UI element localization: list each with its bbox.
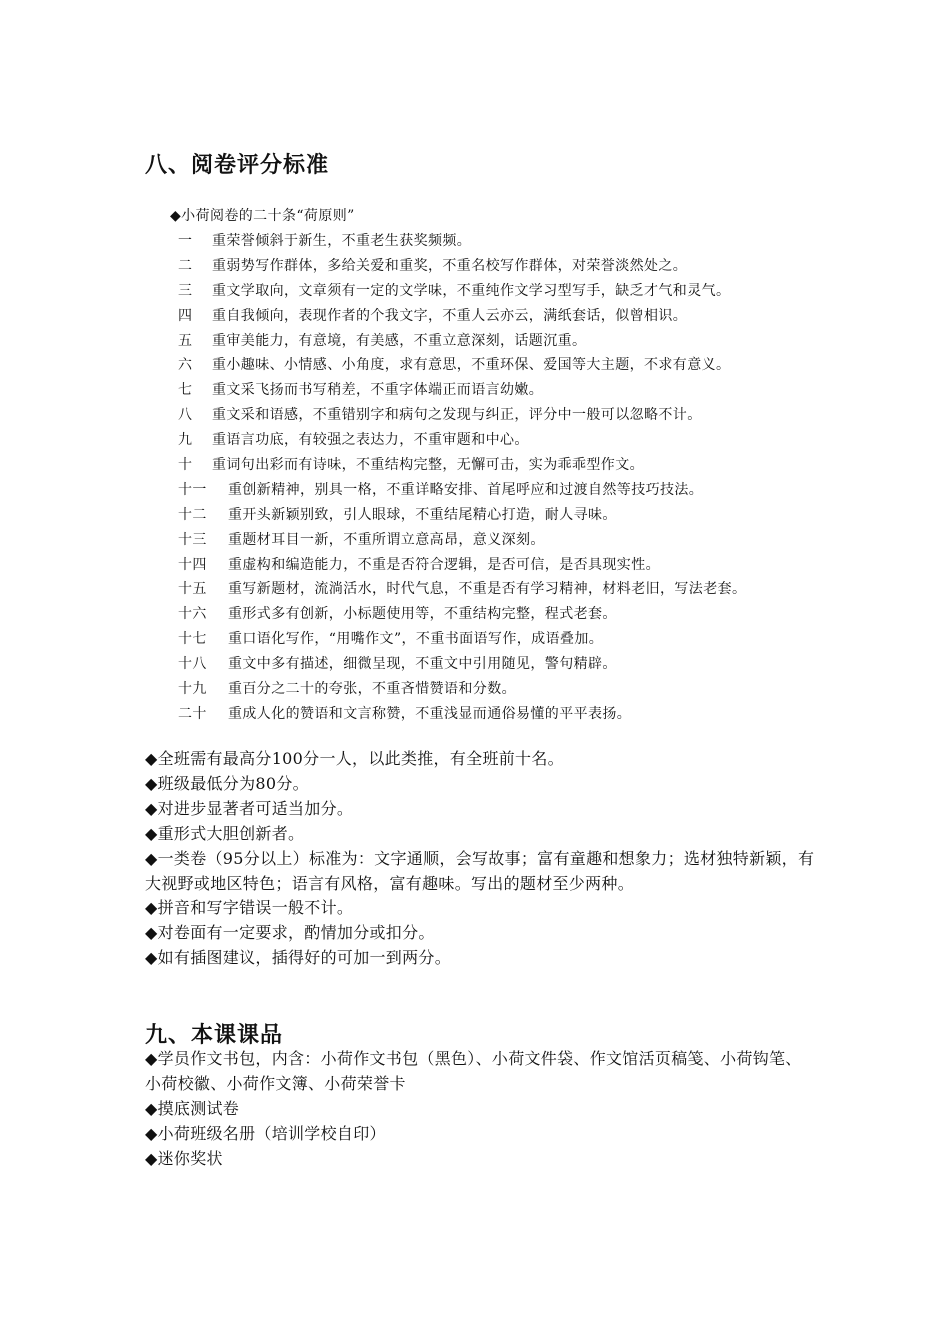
grading-principles xyxy=(170,204,830,727)
principle-text: 重文采和语感，不重错别字和病句之发现与纠正，评分中一般可以忽略不计。 xyxy=(212,407,702,424)
principle-text: 重小趣味、小情感、小角度，求有意思，不重环保、爱国等大主题，不求有意义。 xyxy=(212,357,731,374)
principle-number: 十七 xyxy=(178,631,207,648)
standard-item: ◆对进步显著者可适当加分。 xyxy=(145,798,354,818)
standard-item: ◆班级最低分为80分。 xyxy=(145,773,309,793)
principle-text: 重弱势写作群体，多给关爱和重奖，不重名校写作群体，对荣誉淡然处之。 xyxy=(212,257,688,274)
principle-number: 六 xyxy=(178,357,193,374)
standard-item: ◆全班需有最高分100分一人，以此类推，有全班前十名。 xyxy=(145,749,564,768)
principle-item xyxy=(170,702,830,727)
principle-item xyxy=(170,428,830,453)
standard-item: ◆重形式大胆创新者。 xyxy=(145,823,305,843)
principle-item xyxy=(170,602,830,627)
principle-text: 重虚构和编造能力，不重是否符合逻辑，是否可信，是否具现实性。 xyxy=(228,556,660,573)
principle-number: 九 xyxy=(178,432,193,449)
principle-item xyxy=(170,503,830,528)
principle-item xyxy=(170,378,830,403)
principle-number: 五 xyxy=(178,332,193,349)
principle-item xyxy=(170,528,830,553)
principle-number: 十一 xyxy=(178,481,207,498)
section-9-heading: 九、本课课品 xyxy=(145,1023,284,1048)
principle-text: 重形式多有创新，小标题使用等，不重结构完整，程式老套。 xyxy=(228,606,617,623)
principle-item xyxy=(170,652,830,677)
principle-text: 重创新精神，别具一格，不重详略安排、首尾呼应和过渡自然等技巧技法。 xyxy=(228,481,704,498)
principle-number: 七 xyxy=(178,382,193,399)
course-materials xyxy=(145,1046,815,1171)
principle-text: 重审美能力，有意境，有美感，不重立意深刻，话题沉重。 xyxy=(212,332,587,349)
principle-number: 二十 xyxy=(178,705,207,722)
principle-number: 十三 xyxy=(178,531,207,548)
principle-number: 十五 xyxy=(178,581,207,598)
principle-number: 十四 xyxy=(178,556,207,573)
material-item: ◆小荷班级名册（培训学校自印） xyxy=(145,1124,386,1143)
principle-text: 重成人化的赞语和文言称赞，不重浅显而通俗易懂的平平表扬。 xyxy=(228,705,632,722)
principle-text: 重题材耳目一新，不重所谓立意高昂，意义深刻。 xyxy=(228,531,545,548)
principle-number: 三 xyxy=(178,282,193,299)
principle-item xyxy=(170,577,830,602)
principle-item xyxy=(170,279,830,304)
standard-item: ◆一类卷（95分以上）标准为：文字通顺，会写故事；富有童趣和想象力；选材独特新颖，有大视野或地区特色；语言有风格，富有趣味。写出的题材至少两种。 xyxy=(145,848,815,893)
standard-item: ◆如有插图建议，插得好的可加一到两分。 xyxy=(145,948,452,968)
principle-text: 重百分之二十的夸张，不重吝惜赞语和分数。 xyxy=(228,681,516,698)
principle-item xyxy=(170,453,830,478)
principle-number: 十 xyxy=(178,457,193,474)
principle-number: 八 xyxy=(178,407,193,424)
principle-text: 重开头新颖别致，引人眼球，不重结尾精心打造，耐人寻味。 xyxy=(228,506,617,523)
principle-text: 重荣誉倾斜于新生，不重老生获奖频频。 xyxy=(212,233,472,249)
section-8-heading: 八、阅卷评分标准 xyxy=(145,153,330,178)
standard-item: ◆对卷面有一定要求，酌情加分或扣分。 xyxy=(145,923,435,943)
principle-text: 重自我倾向，表现作者的个我文字，不重人云亦云，满纸套话，似曾相识。 xyxy=(212,307,688,324)
principles-list xyxy=(170,229,830,727)
principle-item xyxy=(170,553,830,578)
principle-text: 重文学取向，文章须有一定的文学味，不重纯作文学习型写手，缺乏才气和灵气。 xyxy=(212,282,731,299)
material-item: ◆迷你奖状 xyxy=(145,1149,223,1168)
principle-text: 重语言功底，有较强之表达力，不重审题和中心。 xyxy=(212,432,529,449)
principle-item xyxy=(170,254,830,279)
principle-item xyxy=(170,478,830,503)
principle-item xyxy=(170,403,830,428)
principle-item xyxy=(170,353,830,378)
principle-item xyxy=(170,229,830,254)
principle-text: 重口语化写作，“用嘴作文”，不重书面语写作，成语叠加。 xyxy=(228,631,604,648)
standard-item: ◆拼音和写字错误一般不计。 xyxy=(145,898,354,918)
principle-number: 十八 xyxy=(178,656,207,673)
principle-number: 一 xyxy=(178,233,193,249)
principle-number: 十六 xyxy=(178,606,207,623)
principle-item xyxy=(170,329,830,354)
principle-text: 重文中多有描述，细微呈现，不重文中引用随见，警句精辟。 xyxy=(228,656,617,673)
principle-text: 重写新题材，流淌活水，时代气息，不重是否有学习精神，材料老旧，写法老套。 xyxy=(228,581,747,598)
principle-number: 十二 xyxy=(178,506,207,523)
principle-number: 十九 xyxy=(178,681,207,698)
principle-item xyxy=(170,627,830,652)
principles-title: ◆小荷阅卷的二十条“荷原则” xyxy=(170,208,355,224)
principle-number: 二 xyxy=(178,257,193,274)
principle-text: 重文采飞扬而书写稍差，不重字体端正而语言幼嫩。 xyxy=(212,382,544,399)
material-item: ◆学员作文书包，内含：小荷作文书包（黑色）、小荷文件袋、作文馆活页稿笺、小荷钩笔、小荷校徽、小荷作文簿、小荷荣誉卡 xyxy=(145,1049,802,1093)
principle-item xyxy=(170,677,830,702)
principle-number: 四 xyxy=(178,307,193,324)
principle-text: 重词句出彩而有诗味，不重结构完整，无懈可击，实为乖乖型作文。 xyxy=(212,457,644,474)
principle-item xyxy=(170,304,830,329)
grading-standards xyxy=(145,747,815,971)
material-item: ◆摸底测试卷 xyxy=(145,1099,240,1118)
